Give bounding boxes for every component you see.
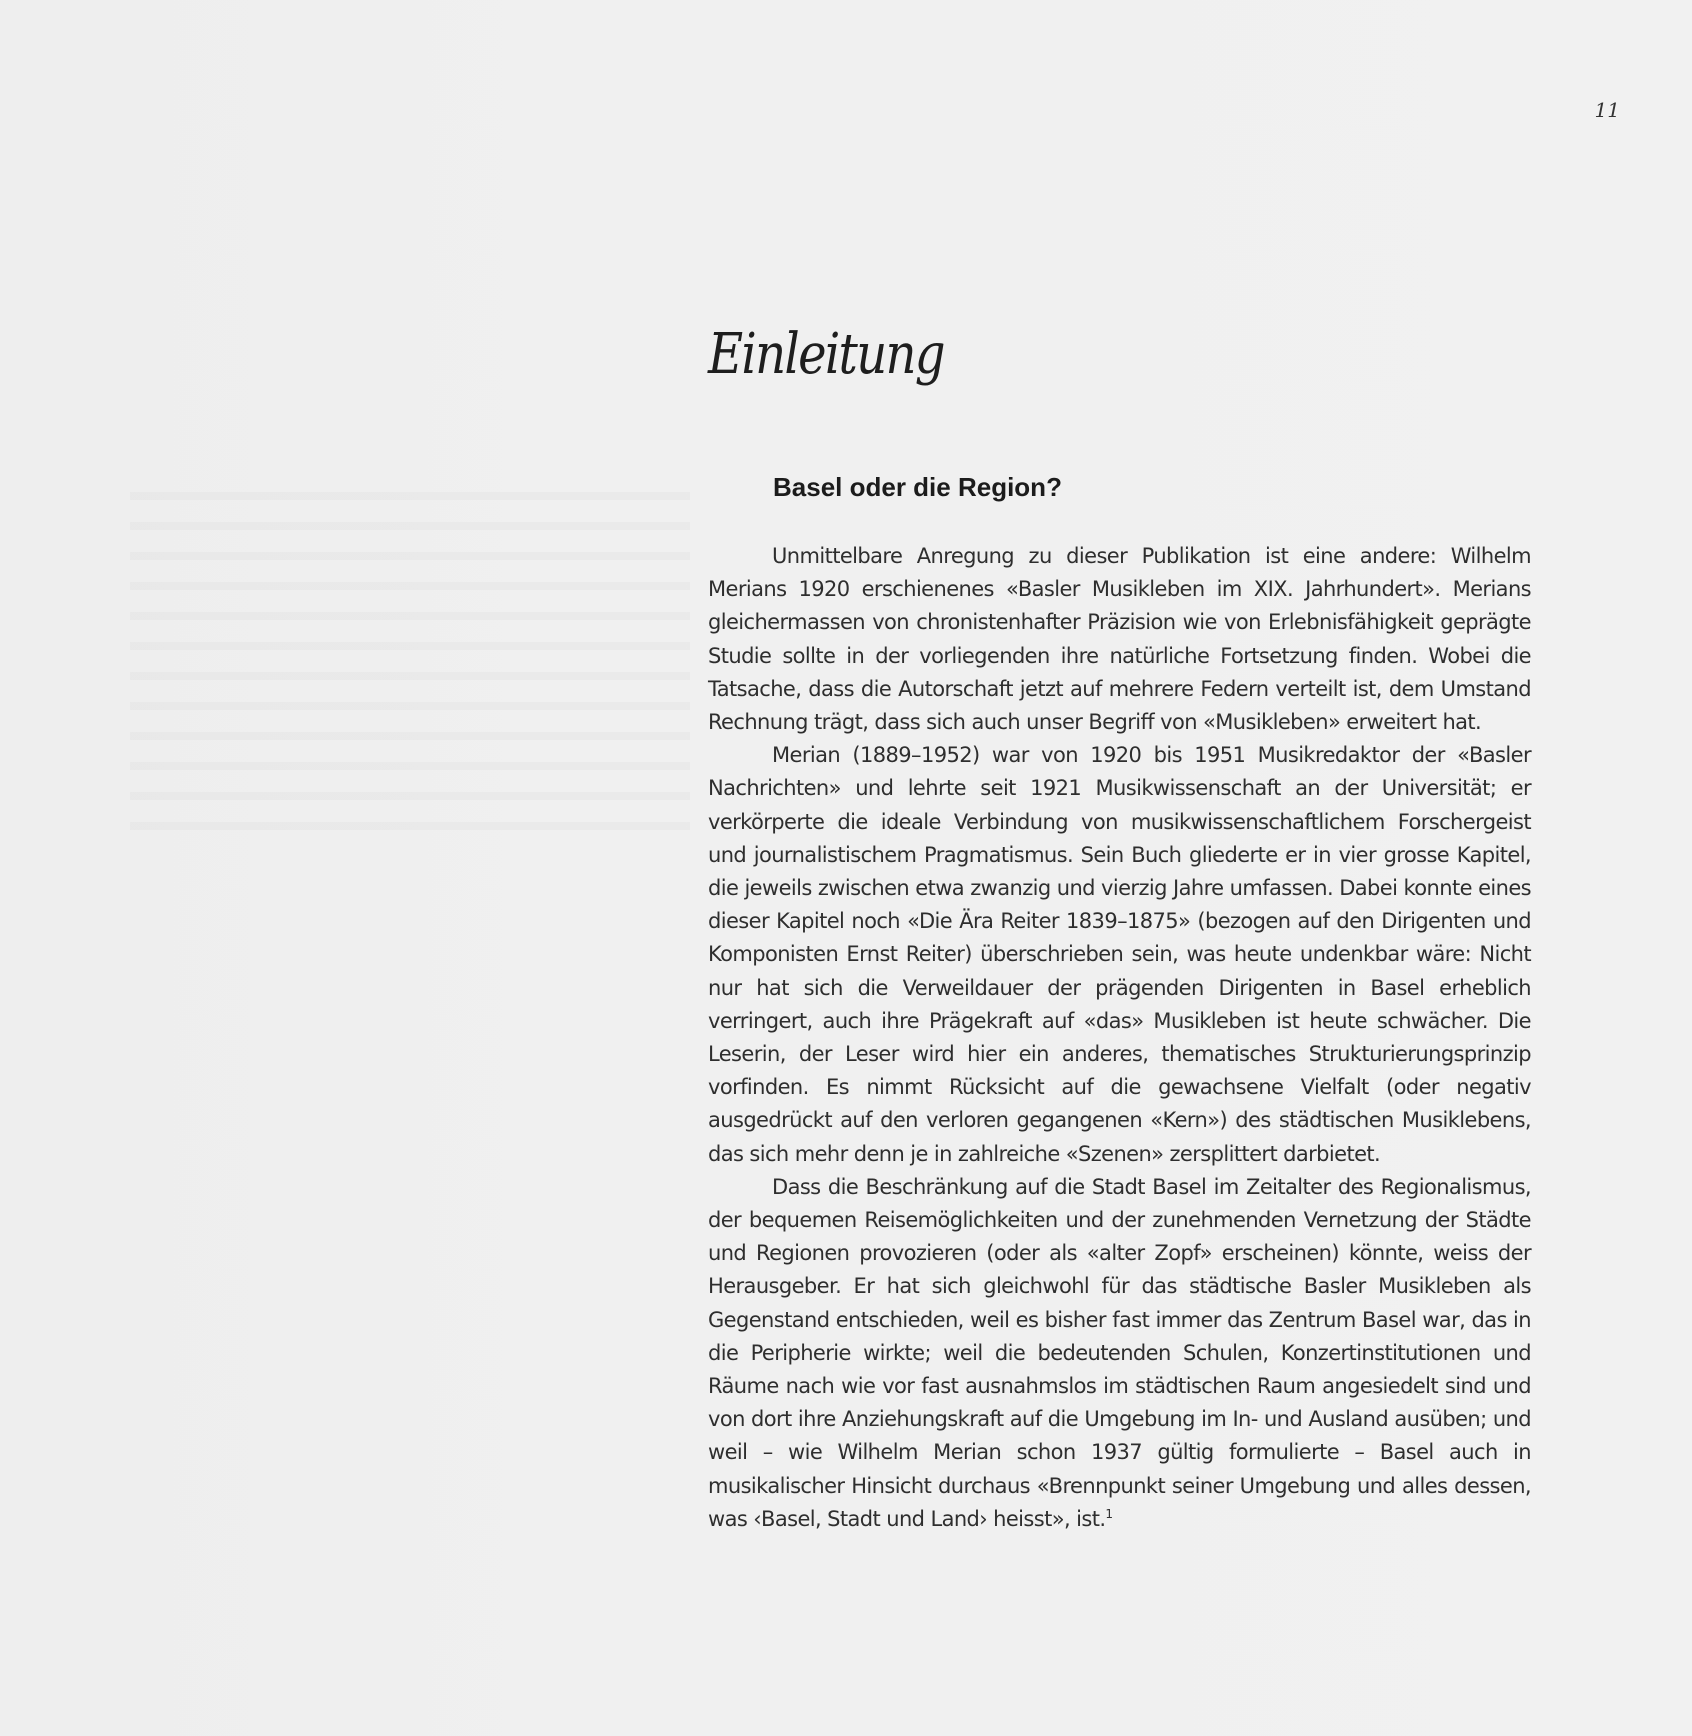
paragraph: Merian (1889–1952) war von 1920 bis 1951 Musikredaktor der «Basler Nachrichten» und lehrte seit 1921 Musikwissenschaft an der Universität; er verkörperte die ideale Verbindung von musikwissenschaftlichem Forschergeist und journalistischem Pragmatismus. Sein Buch gliederte er in vier grosse Kapitel, die jeweils zwischen etwa zwanzig und vierzig Jahre umfassen. Dabei konnte eines dieser Kapitel noch «Die Ära Reiter 1839–1875» (bezogen auf den Dirigenten und Komponisten Ernst Reiter) überschrieben sein, was heute undenkbar wäre: Nicht nur hat sich die Verweildauer der prägenden Dirigenten in Basel erheblich verringert, auch ihre Prägekraft auf «das» Musikleben ist heute schwächer. Die Leserin, der Leser wird hier ein anderes, thematisches Strukturierungsprinzip vorfinden. Es nimmt Rücksicht auf die gewachsene Vielfalt (oder negativ ausgedrückt auf den verloren gegangenen «Kern») des städtischen Musiklebens, das sich mehr denn je in zahlreiche «Szenen» zersplittert darbietet.	[708, 743, 1531, 1166]
section-heading: Basel oder die Region?	[773, 472, 1062, 502]
body-text	[708, 540, 1531, 1536]
chapter-title: Einleitung	[708, 322, 944, 387]
show-through-text	[130, 470, 690, 830]
paragraph: Unmittelbare Anregung zu dieser Publikation ist eine andere: Wilhelm Merians 1920 erschienenes «Basler Musikleben im XIX. Jahrhundert». Merians gleichermassen von chronistenhafter Präzision wie von Erlebnisfähigkeit geprägte Studie sollte in der vorliegenden ihre natürliche Fortsetzung finden. Wobei die Tatsache, dass die Autorschaft jetzt auf mehrere Federn verteilt ist, dem Umstand Rechnung trägt, dass sich auch unser Begriff von «Musikleben» erweitert hat.	[708, 544, 1531, 735]
paragraph-text: Dass die Beschränkung auf die Stadt Basel im Zeitalter des Regionalismus, der bequemen Reisemöglichkeiten und der zunehmenden Vernetzung der Städte und Regionen provozieren (oder als «alter Zopf» erscheinen) könnte, weiss der Herausgeber. Er hat sich gleichwohl für das städtische Basler Musikleben als Gegenstand entschieden, weil es bisher fast immer das Zentrum Basel war, das in die Peripherie wirkte; weil die bedeutenden Schulen, Konzertinstitutionen und Räume nach wie vor fast ausnahmslos im städtischen Raum angesiedelt sind und von dort ihre Anziehungskraft auf die Umgebung im In- und Ausland ausüben; und weil – wie Wilhelm Merian schon 1937 gültig formulierte – Basel auch in musikalischer Hinsicht durchaus «Brennpunkt seiner Umgebung und alles dessen, was ‹Basel, Stadt und Land› heisst», ist.	[708, 1174, 1531, 1531]
footnote-marker: 1	[1105, 1506, 1113, 1521]
page-number: 11	[1594, 98, 1620, 122]
paragraph	[708, 1171, 1531, 1536]
